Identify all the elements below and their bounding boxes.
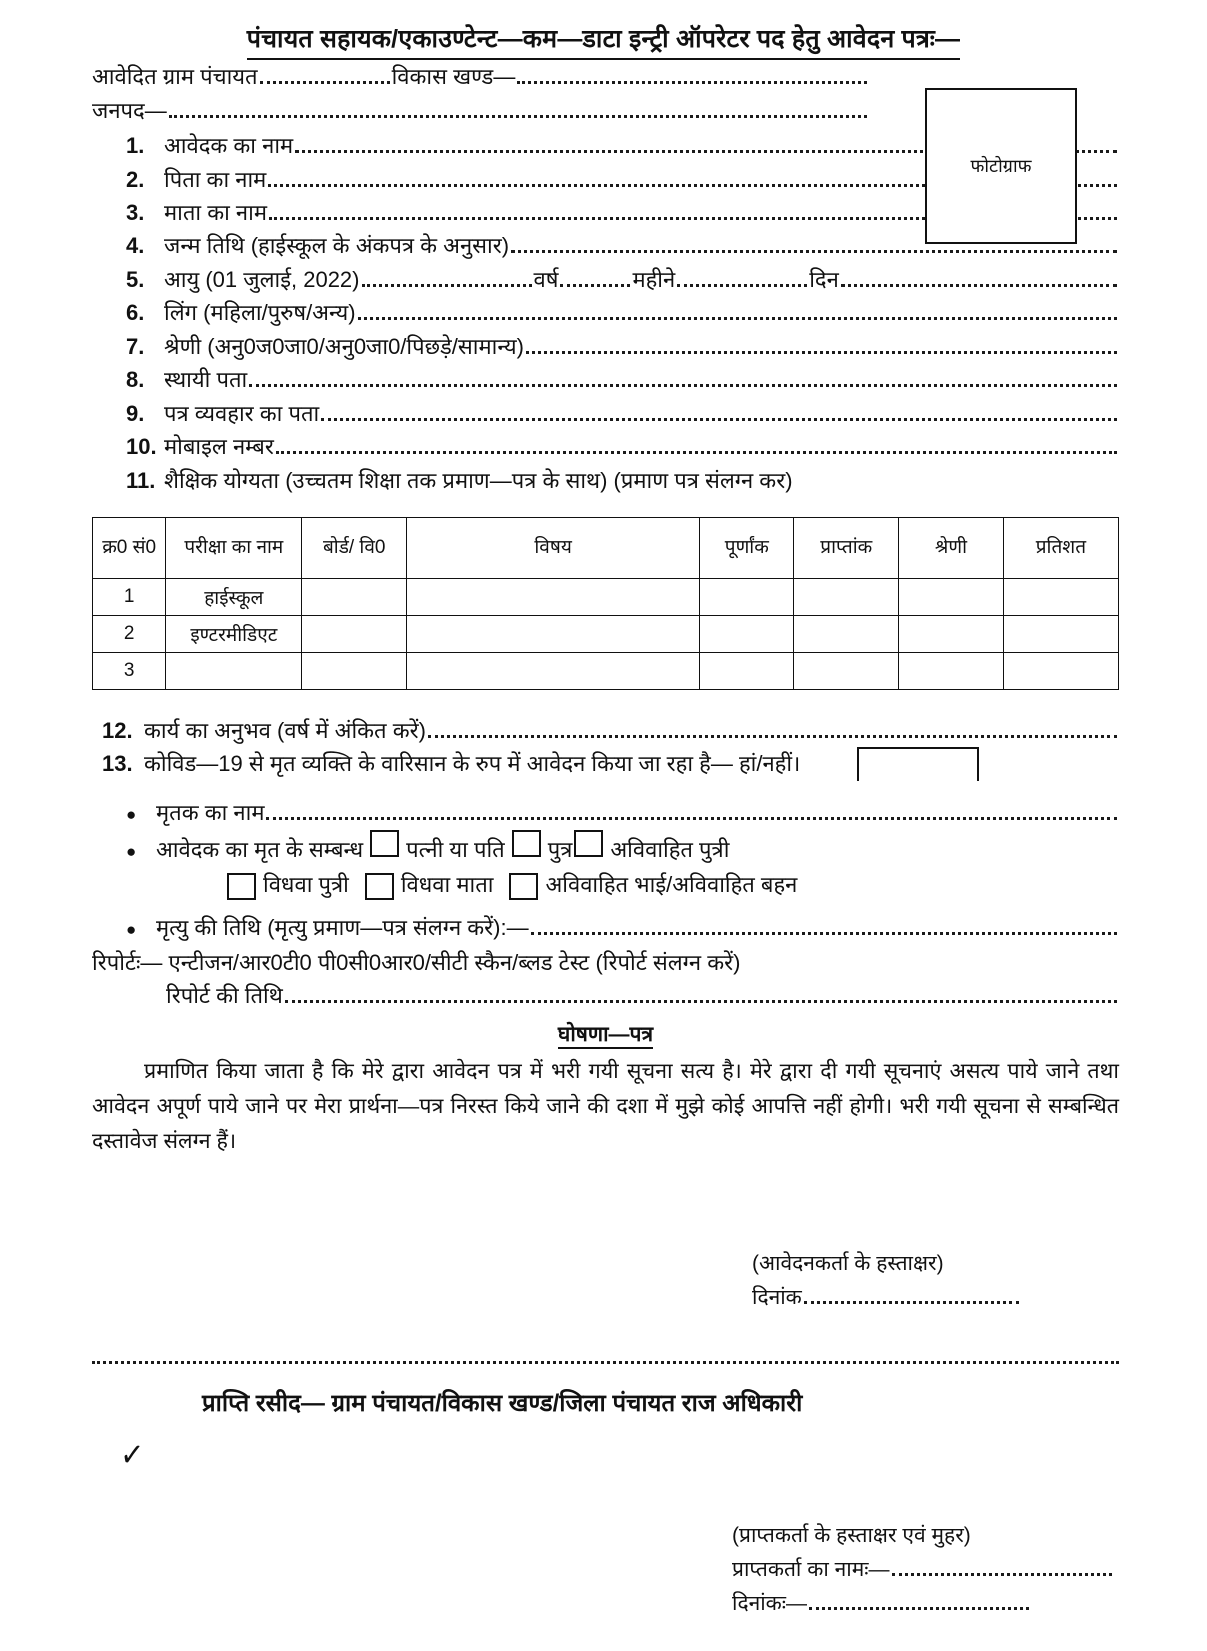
report-date-row bbox=[92, 979, 1119, 1012]
item-number: 1. bbox=[126, 133, 145, 159]
bullet-icon: ● bbox=[126, 842, 137, 861]
vikas-khand-input[interactable] bbox=[517, 80, 867, 84]
tear-off-divider bbox=[92, 1360, 1119, 1364]
report-date-input[interactable] bbox=[285, 999, 1117, 1003]
age-years-label: वर्ष bbox=[533, 266, 559, 292]
item-number: 10. bbox=[126, 434, 157, 460]
age-years-input[interactable] bbox=[362, 283, 532, 287]
bullet-icon: ● bbox=[126, 920, 137, 940]
age-days-input[interactable] bbox=[677, 283, 807, 287]
cell-sno: 2 bbox=[93, 615, 166, 652]
declaration-heading bbox=[92, 1020, 1119, 1048]
applicant-date-input[interactable] bbox=[804, 1300, 1019, 1304]
form-item-7 bbox=[92, 330, 1119, 363]
item-number: 6. bbox=[126, 300, 145, 326]
receipt-title: प्राप्ति रसीद— ग्राम पंचायत/विकास खण्ड/जिला पंचायत राज अधिकारी bbox=[202, 1390, 803, 1418]
report-type-row bbox=[92, 946, 1119, 979]
cell-percent[interactable] bbox=[1003, 578, 1118, 615]
age-months-input[interactable] bbox=[560, 283, 630, 287]
cell-division[interactable] bbox=[899, 578, 1004, 615]
item-number: 12. bbox=[102, 717, 133, 743]
report-type-label: रिपोर्टः— एन्टीजन/आर0टी0 पी0सी0आर0/सीटी स्कैन/ब्लड टेस्ट (रिपोर्ट संलग्न करें) bbox=[92, 949, 741, 975]
item-label: पिता का नाम bbox=[164, 166, 267, 192]
janpad-input[interactable] bbox=[169, 114, 867, 118]
item-number: 8. bbox=[126, 367, 145, 393]
item-label: कोविड—19 से मृत व्यक्ति के वारिसान के रुप में आवेदन किया जा रहा है— हां/नहीं। bbox=[144, 751, 801, 777]
cell-board[interactable] bbox=[302, 578, 407, 615]
applicant-date-label: दिनांक bbox=[752, 1285, 802, 1309]
applicant-signature-label: (आवेदनकर्ता के हस्ताक्षर) bbox=[752, 1251, 944, 1275]
cell-subject[interactable] bbox=[407, 615, 700, 652]
item-label: माता का नाम bbox=[164, 200, 267, 225]
applicant-date-row bbox=[752, 1281, 1119, 1315]
permanent-address-input[interactable] bbox=[249, 383, 1117, 387]
vikas-khand-label: विकास खण्ड— bbox=[391, 64, 516, 90]
declaration-body: प्रमाणित किया जाता है कि मेरे द्वारा आवेदन पत्र में भरी गयी सूचना सत्य है। मेरे द्वारा दी गयी सूचनाएं असत्य पाये जाने तथा आवेदन अपूर्ण पाये जाने पर मेरा प्रार्थना—पत्र निरस्त किये जाने की दशा में मुझे कोई आपत्ति नहीं होगी। भरी गयी सूचना से सम्बन्धित दस्तावेज संलग्न हैं। bbox=[92, 1059, 1119, 1154]
cell-total[interactable] bbox=[700, 652, 794, 689]
relation-option-widow-daughter: विधवा पुत्री bbox=[263, 872, 349, 898]
table-header-exam: परीक्षा का नाम bbox=[166, 517, 302, 578]
form-item-10 bbox=[92, 430, 1119, 463]
form-item-11 bbox=[92, 464, 1119, 497]
covid-details-list bbox=[92, 795, 1119, 867]
receiver-name-row bbox=[732, 1553, 1119, 1587]
relation-option-unmarried-daughter: अविवाहित पुत्री bbox=[610, 837, 730, 862]
death-date-input[interactable] bbox=[531, 931, 1117, 935]
receiver-name-label: प्राप्तकर्ता का नामः— bbox=[732, 1558, 890, 1582]
cell-sno: 3 bbox=[93, 652, 166, 689]
item-label: श्रेणी (अनु0ज0जा0/अनु0जा0/पिछड़े/सामान्य) bbox=[164, 333, 524, 359]
deceased-name-input[interactable] bbox=[266, 816, 1117, 820]
check-mark-icon: ✓ bbox=[119, 1434, 145, 1476]
item-number: 7. bbox=[126, 333, 145, 359]
form-item-13 bbox=[92, 747, 1119, 780]
item-label: कार्य का अनुभव (वर्ष में अंकित करें) bbox=[144, 717, 426, 743]
report-date-label: रिपोर्ट की तिथि bbox=[166, 983, 283, 1008]
form-item-12 bbox=[92, 714, 1119, 747]
cell-exam: इण्टरमीडिएट bbox=[166, 615, 302, 652]
table-header-board: बोर्ड/ वि0 bbox=[302, 517, 407, 578]
table-header-division: श्रेणी bbox=[899, 517, 1004, 578]
relation-option-unmarried-sibling: अविवाहित भाई/अविवाहित बहन bbox=[545, 872, 798, 898]
receiver-signature-label: (प्राप्तकर्ता के हस्ताक्षर एवं मुहर) bbox=[732, 1524, 971, 1548]
cell-total[interactable] bbox=[700, 615, 794, 652]
item-number: 13. bbox=[102, 751, 133, 777]
item-label: शैक्षिक योग्यता (उच्चतम शिक्षा तक प्रमाण—पत्र के साथ) (प्रमाण पत्र संलग्न कर) bbox=[164, 467, 793, 493]
form-item-8 bbox=[92, 363, 1119, 396]
relation-option-spouse: पत्नी या पति bbox=[406, 837, 505, 862]
receiver-date-input[interactable] bbox=[809, 1606, 1029, 1610]
death-date-row bbox=[92, 910, 1119, 945]
gram-panchayat-label: आवेदित ग्राम पंचायत bbox=[92, 64, 258, 90]
table-header-row bbox=[93, 517, 1119, 578]
cell-division[interactable] bbox=[899, 652, 1004, 689]
relation-row-second bbox=[92, 867, 1119, 902]
item-label: मोबाइल नम्बर bbox=[164, 434, 274, 460]
cell-subject[interactable] bbox=[407, 652, 700, 689]
relation-option-son: पुत्र bbox=[547, 837, 573, 862]
cell-obtained[interactable] bbox=[794, 578, 899, 615]
form-body bbox=[0, 60, 1207, 1621]
cell-board[interactable] bbox=[302, 652, 407, 689]
checkbox-son[interactable] bbox=[512, 830, 541, 857]
page-title: पंचायत सहायक/एकाउण्टेन्ट—कम—डाटा इन्ट्री ऑपरेटर पद हेतु आवेदन पत्रः— bbox=[247, 24, 960, 60]
table-header-subject: विषय bbox=[407, 517, 700, 578]
cell-exam: हाईस्कूल bbox=[166, 578, 302, 615]
cell-obtained[interactable] bbox=[794, 652, 899, 689]
relation-option-widow-mother: विधवा माता bbox=[400, 872, 494, 898]
category-input[interactable] bbox=[526, 350, 1117, 354]
mobile-number-input[interactable] bbox=[276, 450, 1117, 454]
deceased-name-label: मृतक का नाम bbox=[156, 799, 265, 825]
education-qualification-table bbox=[92, 517, 1119, 690]
declaration-heading-text: घोषणा—पत्र bbox=[558, 1023, 653, 1049]
cell-sno: 1 bbox=[93, 578, 166, 615]
checkbox-widow-mother[interactable] bbox=[365, 873, 394, 900]
item-label: आवेदक का नाम bbox=[164, 133, 294, 159]
age-days-label: दिन bbox=[809, 266, 839, 292]
cell-total[interactable] bbox=[700, 578, 794, 615]
item-number: 5. bbox=[126, 266, 145, 292]
checkbox-unmarried-sibling[interactable] bbox=[509, 873, 538, 900]
item-label: पत्र व्यवहार का पता bbox=[164, 400, 320, 426]
item-label: आयु (01 जुलाई, 2022) bbox=[164, 266, 360, 292]
gram-panchayat-input[interactable] bbox=[260, 80, 390, 84]
bullet-icon: ● bbox=[126, 804, 137, 824]
relation-row bbox=[92, 830, 1119, 867]
dob-input[interactable] bbox=[511, 249, 1117, 253]
checkbox-spouse[interactable] bbox=[370, 830, 399, 857]
title-container bbox=[0, 0, 1207, 60]
death-date-label: मृत्यु की तिथि (मृत्यु प्रमाण—पत्र संलग्न करें):— bbox=[156, 915, 529, 941]
table-row bbox=[93, 578, 1119, 615]
relation-label: आवेदक का मृत के सम्बन्ध bbox=[156, 837, 364, 862]
table-header-total: पूर्णांक bbox=[700, 517, 794, 578]
cell-board[interactable] bbox=[302, 615, 407, 652]
cell-percent[interactable] bbox=[1003, 652, 1118, 689]
work-experience-input[interactable] bbox=[428, 734, 1117, 738]
cell-division[interactable] bbox=[899, 615, 1004, 652]
item-label: जन्म तिथि (हाईस्कूल के अंकपत्र के अनुसार) bbox=[164, 233, 510, 259]
item-number: 3. bbox=[126, 200, 145, 225]
item-number: 9. bbox=[126, 400, 145, 426]
gender-input[interactable] bbox=[358, 316, 1117, 320]
form-item-6 bbox=[92, 296, 1119, 329]
table-header-obtained: प्राप्तांक bbox=[794, 517, 899, 578]
receiver-block bbox=[92, 1519, 1119, 1621]
deceased-name-row bbox=[92, 795, 1119, 830]
photograph-label: फोटोग्राफ bbox=[970, 156, 1032, 176]
applicant-signature-block bbox=[92, 1247, 1119, 1314]
checkbox-widow-daughter[interactable] bbox=[227, 873, 256, 900]
age-trailing-input[interactable] bbox=[841, 283, 1117, 287]
covid-heir-yesno-box[interactable] bbox=[857, 747, 979, 780]
form-item-9 bbox=[92, 397, 1119, 430]
checkbox-unmarried-daughter[interactable] bbox=[574, 830, 603, 857]
receiver-name-input[interactable] bbox=[892, 1572, 1112, 1576]
cell-obtained[interactable] bbox=[794, 615, 899, 652]
death-date-list bbox=[92, 910, 1119, 945]
correspondence-address-input[interactable] bbox=[321, 417, 1117, 421]
item-number: 11. bbox=[126, 467, 156, 493]
item-label: लिंग (महिला/पुरुष/अन्य) bbox=[164, 300, 356, 326]
cell-subject[interactable] bbox=[407, 578, 700, 615]
janpad-label: जनपद— bbox=[92, 97, 167, 123]
cell-percent[interactable] bbox=[1003, 615, 1118, 652]
item-number: 2. bbox=[126, 166, 145, 192]
form-item-5 bbox=[92, 263, 1119, 296]
table-header-percent: प्रतिशत bbox=[1003, 517, 1118, 578]
item-label: स्थायी पता bbox=[164, 367, 248, 393]
receiver-date-row bbox=[732, 1587, 1119, 1621]
age-months-label: महीने bbox=[632, 266, 676, 292]
table-row bbox=[93, 615, 1119, 652]
photograph-box[interactable] bbox=[925, 88, 1077, 244]
table-header-sno: क्र0 सं0 bbox=[93, 517, 166, 578]
cell-exam[interactable] bbox=[166, 652, 302, 689]
item-number: 4. bbox=[126, 233, 145, 259]
table-row bbox=[93, 652, 1119, 689]
receiver-date-label: दिनांकः— bbox=[732, 1592, 808, 1616]
